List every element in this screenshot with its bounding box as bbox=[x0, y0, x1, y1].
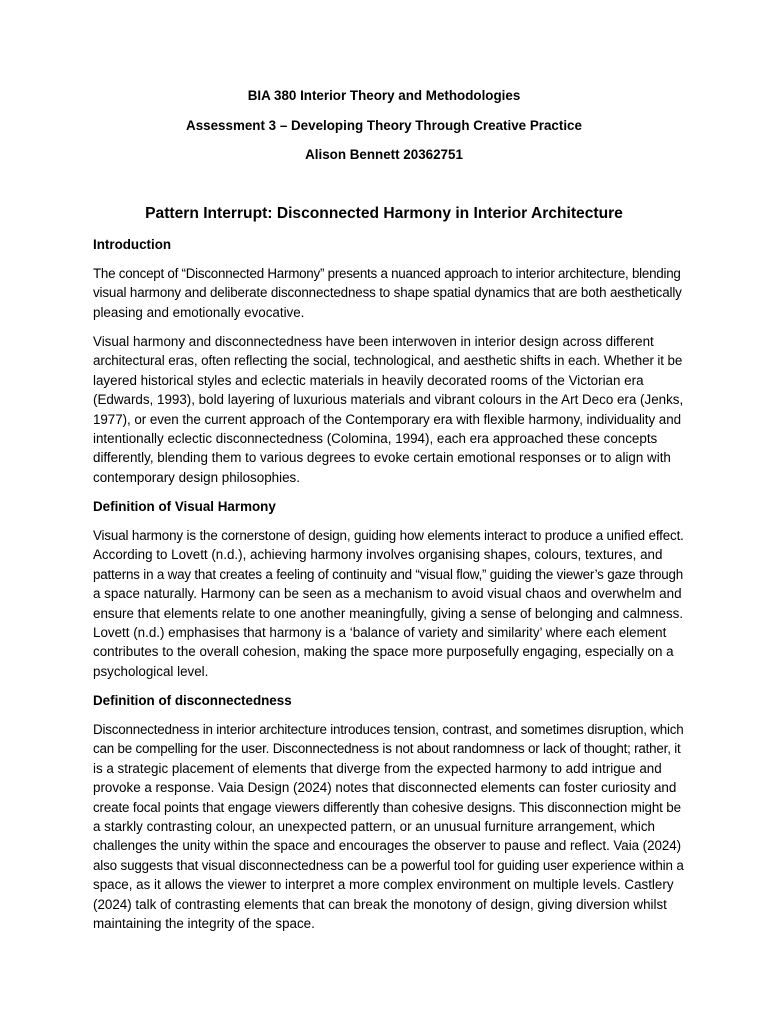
section-heading-visual-harmony: Definition of Visual Harmony bbox=[93, 499, 276, 514]
text-line: create focal points that engage viewers differently than cohesive designs. This disconnection might be bbox=[93, 799, 681, 815]
text-line: contributes to the overall cohesion, making the space more purposefully engaging, especially on a bbox=[93, 644, 674, 660]
text-line: visual harmony and deliberate disconnectedness to shape spatial dynamics that are both aesthetically bbox=[93, 285, 682, 301]
text-line: maintaining the integrity of the space. bbox=[93, 916, 315, 932]
text-line: provoke a response. Vaia Design (2024) notes that disconnected elements can foster curiosity and bbox=[93, 780, 677, 796]
text-line: The concept of “Disconnected Harmony” presents a nuanced approach to interior architecture, blending bbox=[93, 266, 681, 281]
text-line: Visual harmony and disconnectedness have been interwoven in interior design across different bbox=[93, 334, 654, 349]
text-line: a starkly contrasting colour, an unexpected pattern, or an unusual furniture arrangement, which bbox=[93, 819, 655, 835]
assessment-title: Assessment 3 – Developing Theory Through Creative Practice bbox=[186, 118, 582, 133]
text-line: Disconnectedness in interior architecture introduces tension, contrast, and sometimes disruption, which bbox=[93, 722, 684, 737]
text-line: challenges the unity within the space and encourages the observer to pause and reflect. Vaia (2024) bbox=[93, 838, 682, 854]
document-title: Pattern Interrupt: Disconnected Harmony in Interior Architecture bbox=[145, 205, 623, 222]
disconnectedness-paragraph bbox=[93, 720, 685, 933]
text-line: patterns in a way that creates a feeling of continuity and “visual flow,” guiding the viewer’s gaze through bbox=[93, 566, 683, 582]
intro-paragraph-2 bbox=[93, 332, 685, 487]
text-line: According to Lovett (n.d.), achieving harmony involves organising shapes, colours, textures, and bbox=[93, 547, 663, 563]
section-heading-disconnectedness: Definition of disconnectedness bbox=[93, 693, 292, 708]
text-line: also suggests that visual disconnectedness can be a powerful tool for guiding user experience within a bbox=[93, 857, 684, 873]
text-line: pleasing and emotionally evocative. bbox=[93, 304, 305, 320]
text-line: ensure that elements relate to one another meaningfully, giving a sense of belonging and calmness. bbox=[93, 605, 684, 621]
intro-paragraph-1 bbox=[93, 264, 685, 322]
text-line: layered historical styles and eclectic materials in heavily decorated rooms of the Victorian era bbox=[93, 372, 644, 388]
course-title: BIA 380 Interior Theory and Methodologies bbox=[247, 88, 521, 103]
text-line: psychological level. bbox=[93, 663, 209, 679]
text-line: 1977), or even the current approach of the Contemporary era with flexible harmony, individuality and bbox=[93, 411, 681, 427]
text-line: contemporary design philosophies. bbox=[93, 469, 300, 485]
text-line: Visual harmony is the cornerstone of design, guiding how elements interact to produce a unified effect. bbox=[93, 528, 684, 543]
author-line: Alison Bennett 20362751 bbox=[305, 147, 463, 162]
text-line: intentionally eclectic disconnectedness (Colomina, 1994), each era approached these concepts bbox=[93, 431, 658, 447]
text-line: is a strategic placement of elements that diverge from the expected harmony to add intrigue and bbox=[93, 760, 662, 776]
visual-harmony-paragraph bbox=[93, 526, 685, 681]
text-line: differently, blending them to various degrees to evoke certain emotional responses or to align with bbox=[93, 450, 671, 466]
text-line: (Edwards, 1993), bold layering of luxurious materials and vibrant colours in the Art Deco era (Jenks, bbox=[93, 392, 684, 408]
section-heading-introduction: Introduction bbox=[93, 237, 172, 252]
text-line: architectural eras, often reflecting the social, technological, and aesthetic shifts in each. Whether it be bbox=[93, 353, 683, 369]
text-line: (2024) talk of contrasting elements that can break the monotony of design, giving diversion whilst bbox=[93, 896, 667, 912]
text-line: can be compelling for the user. Disconnectedness is not about randomness or lack of thought; rather, it bbox=[93, 741, 681, 757]
text-line: space, as it allows the viewer to interpret a more complex environment on multiple levels. Castlery bbox=[93, 877, 674, 893]
text-line: a space naturally. Harmony can be seen as a mechanism to avoid visual chaos and overwhelm and bbox=[93, 586, 682, 602]
text-line: Lovett (n.d.) emphasises that harmony is a ‘balance of variety and similarity’ where each element bbox=[93, 625, 667, 641]
